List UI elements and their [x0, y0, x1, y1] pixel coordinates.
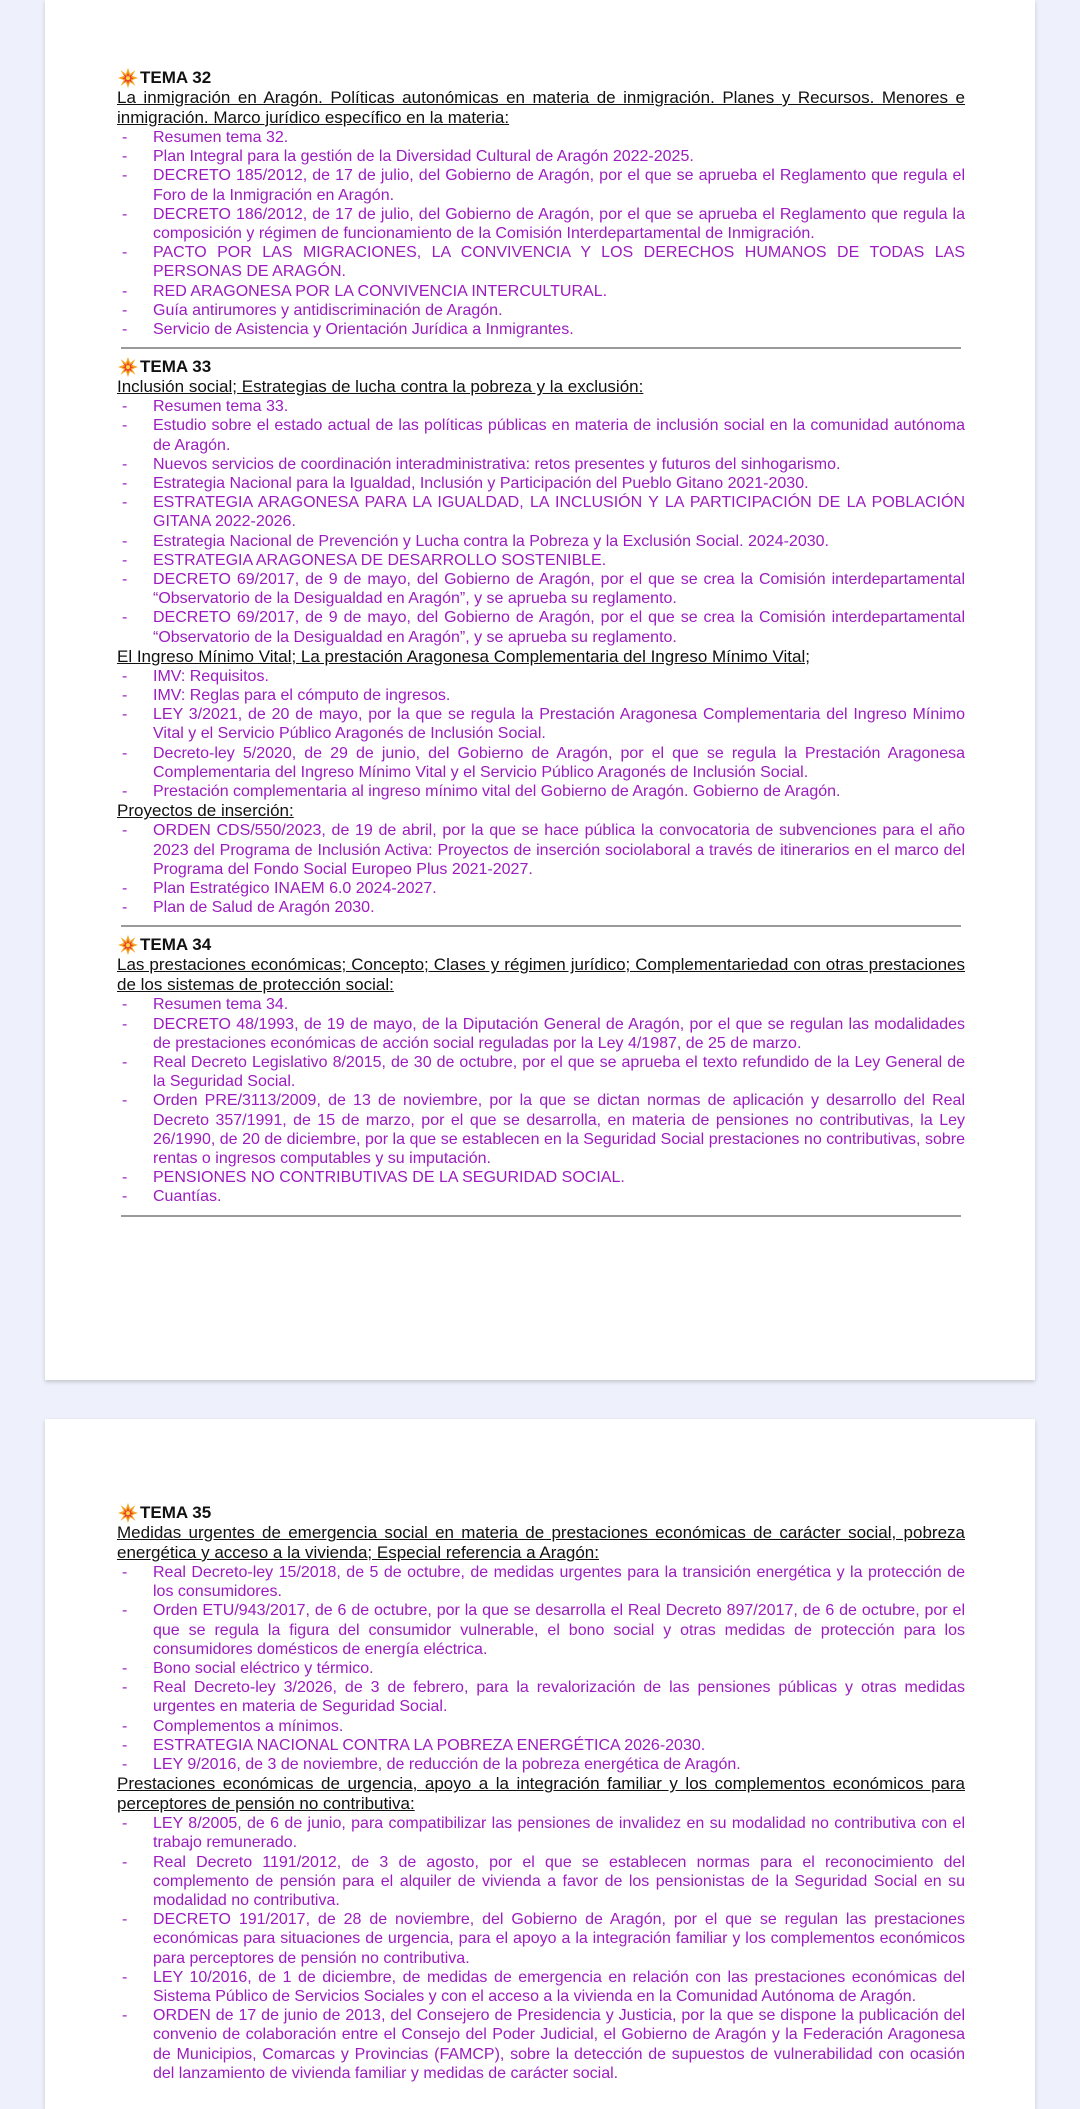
- reference-list-item: - Orden ETU/943/2017, de 6 de octubre, por la que se desarrolla el Real Decreto 897/2017, de 6 de octubre, por el que se regula la figura del consumidor vulnerable, el bono social y otras medidas de protección para los consumidores domésticos de energía eléctrica.: [117, 1601, 965, 1659]
- collision-burst-icon: [117, 1503, 139, 1523]
- reference-list: [117, 821, 965, 917]
- topic-heading: [117, 1523, 965, 1563]
- reference-list-item: - Real Decreto Legislativo 8/2015, de 30 de octubre, por el que se aprueba el texto refundido de la Ley General de la Seguridad Social.: [117, 1053, 965, 1091]
- page-1-content: [117, 68, 965, 1225]
- reference-list-item: - ESTRATEGIA ARAGONESA DE DESARROLLO SOSTENIBLE.: [117, 551, 965, 570]
- topic-heading: [117, 1774, 965, 1814]
- collision-burst-icon: [117, 68, 139, 88]
- tema-32-heading: [117, 68, 965, 88]
- reference-list-item: - Resumen tema 32.: [117, 128, 965, 147]
- tema-35-section: [117, 1503, 965, 2083]
- reference-list-item: - Real Decreto-ley 15/2018, de 5 de octubre, de medidas urgentes para la transición energética y la protección de los consumidores.: [117, 1563, 965, 1601]
- collision-burst-icon: [117, 935, 139, 955]
- reference-list-item: - Servicio de Asistencia y Orientación Jurídica a Inmigrantes.: [117, 320, 965, 339]
- reference-list-item: - Complementos a mínimos.: [117, 1717, 965, 1736]
- reference-list-item: - Cuantías.: [117, 1187, 965, 1206]
- section-divider: [121, 1215, 961, 1217]
- topic-heading-text: Prestaciones económicas de urgencia, apoyo a la integración familiar y los complementos económicos para perceptores de pensión no contributiva: [117, 1774, 965, 1814]
- tema-32-title: TEMA 32: [140, 68, 212, 87]
- tema-33-title: TEMA 33: [140, 357, 212, 377]
- topic-heading-text: Proyectos de inserción: [117, 801, 289, 821]
- reference-list-item: - PENSIONES NO CONTRIBUTIVAS DE LA SEGURIDAD SOCIAL.: [117, 1168, 965, 1187]
- reference-list-item: - Resumen tema 33.: [117, 397, 965, 416]
- reference-list-item: - Bono social eléctrico y térmico.: [117, 1659, 965, 1678]
- reference-list-item: - Real Decreto 1191/2012, de 3 de agosto, por el que se establecen normas para el reconocimiento del complemento de pensión para el alquiler de vivienda a favor de los pensionistas de la Seguridad Social en su modalidad no contributiva.: [117, 1853, 965, 1911]
- reference-list-item: - Resumen tema 34.: [117, 995, 965, 1014]
- reference-list: [117, 995, 965, 1206]
- reference-list-item: - Plan de Salud de Aragón 2030.: [117, 898, 965, 917]
- topic-heading-text: Inclusión social; Estrategias de lucha contra la pobreza y la exclusión:: [117, 377, 644, 397]
- tema-32-topics: [117, 88, 965, 339]
- tema-34-heading: [117, 935, 965, 955]
- reference-list-item: - Plan Integral para la gestión de la Diversidad Cultural de Aragón 2022-2025.: [117, 147, 965, 166]
- topic-heading-text: Medidas urgentes de emergencia social en materia de prestaciones económicas de carácter social, pobreza energética y acceso a la vivienda; Especial referencia a Aragón:: [117, 1523, 965, 1562]
- reference-list-item: - DECRETO 48/1993, de 19 de mayo, de la Diputación General de Aragón, por el que se regulan las modalidades de prestaciones económicas de acción social reguladas por la Ley 4/1987, de 25 de marzo.: [117, 1015, 965, 1053]
- reference-list-item: - LEY 3/2021, de 20 de mayo, por la que se regula la Prestación Aragonesa Complementaria del Ingreso Mínimo Vital y el Servicio Público Aragonés de Inclusión Social.: [117, 705, 965, 743]
- reference-list-item: - IMV: Reglas para el cómputo de ingresos.: [117, 686, 965, 705]
- tema-35-heading: [117, 1503, 965, 1523]
- tema-35-title: TEMA 35: [140, 1503, 212, 1522]
- reference-list-item: - DECRETO 69/2017, de 9 de mayo, del Gobierno de Aragón, por el que se crea la Comisión interdepartamental “Observatorio de la Desigualdad en Aragón”, y se aprueba su reglamento.: [117, 608, 965, 646]
- tema-34-topics: [117, 955, 965, 1206]
- tema-33-section: [117, 357, 965, 917]
- topic-heading-text: Las prestaciones económicas; Concepto; Clases y régimen jurídico; Complementariedad con otras prestaciones de los sistemas de protección social: [117, 955, 965, 995]
- topic-heading: [117, 88, 965, 128]
- reference-list-item: - DECRETO 185/2012, de 17 de julio, del Gobierno de Aragón, por el que se aprueba el Reglamento que regula el Foro de la Inmigración en Aragón.: [117, 166, 965, 204]
- reference-list-item: - RED ARAGONESA POR LA CONVIVENCIA INTERCULTURAL.: [117, 282, 965, 301]
- reference-list-item: - Guía antirumores y antidiscriminación de Aragón.: [117, 301, 965, 320]
- tema-34-title: TEMA 34: [140, 935, 212, 955]
- reference-list-item: - Decreto-ley 5/2020, de 29 de junio, del Gobierno de Aragón, por el que se regula la Prestación Aragonesa Complementaria del Ingreso Mínimo Vital y el Servicio Público Aragonés de Inclusión Social.: [117, 744, 965, 782]
- document-page-1: [45, 0, 1035, 1380]
- reference-list-item: - ORDEN de 17 de junio de 2013, del Consejero de Presidencia y Justicia, por la que se dispone la publicación del convenio de colaboración entre el Consejo del Poder Judicial, el Gobierno de Aragón y la Federación Aragonesa de Municipios, Comarcas y Provincias (FAMCP), sobre la detección de supuestos de vulnerabilidad con ocasión del lanzamiento de vivienda familiar y medidas de carácter social.: [117, 2006, 965, 2083]
- topic-heading-colon: :: [409, 1794, 415, 1814]
- topic-heading: [117, 377, 965, 397]
- reference-list-item: - Estrategia Nacional de Prevención y Lucha contra la Pobreza y la Exclusión Social. 2024-2030.: [117, 532, 965, 551]
- reference-list-item: - ESTRATEGIA NACIONAL CONTRA LA POBREZA ENERGÉTICA 2026-2030.: [117, 1736, 965, 1755]
- reference-list-item: - Nuevos servicios de coordinación interadministrativa: retos presentes y futuros del sinhogarismo.: [117, 455, 965, 474]
- tema-34-section: [117, 935, 965, 1206]
- tema-35-topics: [117, 1523, 965, 2083]
- document-page-2: [45, 1419, 1035, 2109]
- reference-list-item: - IMV: Requisitos.: [117, 667, 965, 686]
- topic-heading-text: La inmigración en Aragón. Políticas autonómicas en materia de inmigración. Planes y Recursos. Menores e inmigración. Marco jurídico específico en la materia: [117, 88, 965, 127]
- reference-list-item: - LEY 10/2016, de 1 de diciembre, de medidas de emergencia en relación con las prestaciones económicas del Sistema Público de Servicios Sociales y con el acceso a la vivienda en la Comunidad Autónoma de Aragón.: [117, 1968, 965, 2006]
- reference-list-item: - DECRETO 186/2012, de 17 de julio, del Gobierno de Aragón, por el que se aprueba el Reglamento que regula la composición y régimen de funcionamiento de la Comisión Interdepartamental de Inmigración.: [117, 205, 965, 243]
- reference-list: [117, 397, 965, 647]
- reference-list: [117, 1814, 965, 2083]
- reference-list-item: - ESTRATEGIA ARAGONESA PARA LA IGUALDAD, LA INCLUSIÓN Y LA PARTICIPACIÓN DE LA POBLACIÓN GITANA 2022-2026.: [117, 493, 965, 531]
- reference-list-item: - Real Decreto-ley 3/2026, de 3 de febrero, para la revalorización de las pensiones públicas y otras medidas urgentes en materia de Seguridad Social.: [117, 1678, 965, 1716]
- reference-list-item: - Estudio sobre el estado actual de las políticas públicas en materia de inclusión social en la comunidad autónoma de Aragón.: [117, 416, 965, 454]
- reference-list-item: - Orden PRE/3113/2009, de 13 de noviembre, por la que se dictan normas de aplicación y desarrollo del Real Decreto 357/1991, de 15 de marzo, por el que se desarrolla, en materia de pensiones no contributivas, la Ley 26/1990, de 20 de diciembre, por la que se establecen en la Seguridad Social prestaciones no contributivas, sobre rentas o ingresos computables y su imputación.: [117, 1091, 965, 1168]
- topic-heading-colon: :: [504, 108, 510, 127]
- tema-33-topics: [117, 377, 965, 917]
- tema-33-heading: [117, 357, 965, 377]
- reference-list-item: - Plan Estratégico INAEM 6.0 2024-2027.: [117, 879, 965, 898]
- topic-heading: [117, 647, 965, 667]
- reference-list-item: - ORDEN CDS/550/2023, de 19 de abril, por la que se hace pública la convocatoria de subvenciones para el año 2023 del Programa de Inclusión Activa: Proyectos de inserción sociolaboral a través de itinerarios en el marco del Programa del Fondo Social Europeo Plus 2021-2027.: [117, 821, 965, 879]
- reference-list-item: - Prestación complementaria al ingreso mínimo vital del Gobierno de Aragón. Gobierno de Aragón.: [117, 782, 965, 801]
- page-2-content: [117, 1503, 965, 2083]
- collision-burst-icon: [117, 357, 139, 377]
- section-divider: [121, 347, 961, 349]
- reference-list: [117, 1563, 965, 1774]
- reference-list-item: - LEY 8/2005, de 6 de junio, para compatibilizar las pensiones de invalidez en su modalidad no contributiva con el trabajo remunerado.: [117, 1814, 965, 1852]
- topic-heading: [117, 955, 965, 995]
- section-divider: [121, 925, 961, 927]
- reference-list: [117, 128, 965, 339]
- tema-32-section: [117, 68, 965, 339]
- reference-list-item: - Estrategia Nacional para la Igualdad, Inclusión y Participación del Pueblo Gitano 2021-2030.: [117, 474, 965, 493]
- reference-list: [117, 667, 965, 801]
- reference-list-item: - PACTO POR LAS MIGRACIONES, LA CONVIVENCIA Y LOS DERECHOS HUMANOS DE TODAS LAS PERSONAS DE ARAGÓN.: [117, 243, 965, 281]
- reference-list-item: - DECRETO 191/2017, de 28 de noviembre, del Gobierno de Aragón, por el que se regulan las prestaciones económicas para situaciones de urgencia, para el apoyo a la integración familiar y los complementos económicos para perceptores de pensión no contributiva.: [117, 1910, 965, 1968]
- reference-list-item: - DECRETO 69/2017, de 9 de mayo, del Gobierno de Aragón, por el que se crea la Comisión interdepartamental “Observatorio de la Desigualdad en Aragón”, y se aprueba su reglamento.: [117, 570, 965, 608]
- topic-heading-colon: :: [389, 975, 394, 995]
- topic-heading-text: El Ingreso Mínimo Vital; La prestación Aragonesa Complementaria del Ingreso Mínimo Vital;: [117, 646, 810, 666]
- topic-heading-colon: :: [288, 801, 294, 821]
- topic-heading: [117, 801, 965, 821]
- reference-list-item: - LEY 9/2016, de 3 de noviembre, de reducción de la pobreza energética de Aragón.: [117, 1755, 965, 1774]
